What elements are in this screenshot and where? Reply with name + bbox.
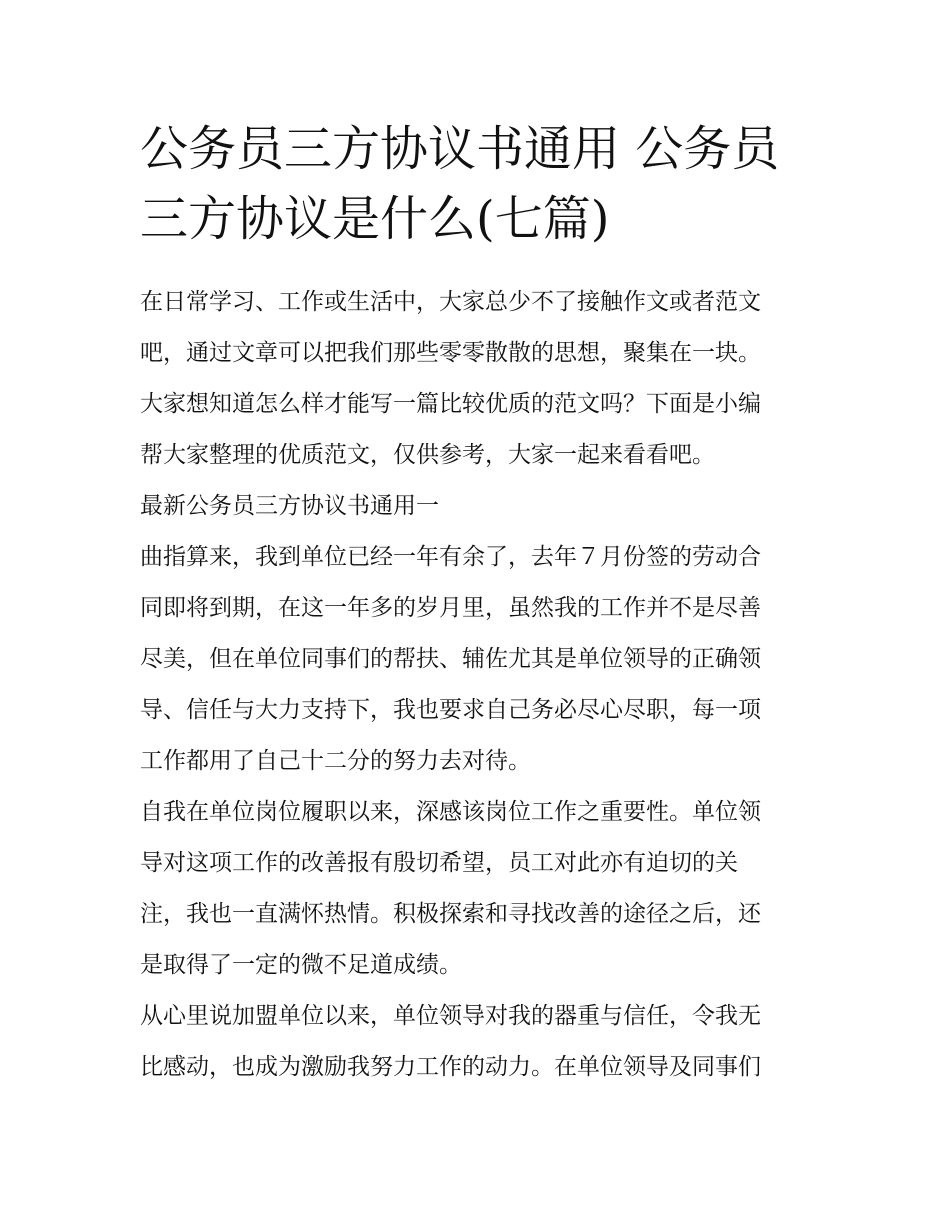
text-line: 是取得了一定的微不足道成绩。 — [140, 952, 462, 978]
text-line: 同即将到期，在这一年多的岁月里，虽然我的工作并不是尽善 — [140, 595, 761, 621]
text-line: 工作都用了自己十二分的努力去对待。 — [140, 748, 531, 774]
title-line: 三方协议是什么(七篇) — [140, 191, 610, 247]
text-line: 帮大家整理的优质范文，仅供参考，大家一起来看看吧。 — [140, 442, 715, 468]
text-line: 吧，通过文章可以把我们那些零零散散的思想，聚集在一块。 — [140, 340, 761, 366]
text-line: 自我在单位岗位履职以来，深感该岗位工作之重要性。单位领 — [140, 799, 761, 825]
text-line: 比感动，也成为激励我努力工作的动力。在单位领导及同事们 — [140, 1054, 761, 1080]
text-line: 曲指算来，我到单位已经一年有余了，去年７月份签的劳动合 — [140, 544, 761, 570]
title-line: 公务员三方协议书通用 公务员 — [140, 121, 780, 177]
text-line: 尽美，但在单位同事们的帮扶、辅佐尤其是单位领导的正确领 — [140, 646, 761, 672]
text-line: 导对这项工作的改善报有殷切希望，员工对此亦有迫切的关 — [140, 850, 738, 876]
document-title — [140, 114, 820, 254]
section-heading: 最新公务员三方协议书通用一 — [140, 493, 439, 519]
text-line: 注，我也一直满怀热情。积极探索和寻找改善的途径之后，还 — [140, 901, 761, 927]
intro-paragraph — [140, 277, 820, 1093]
text-line: 导、信任与大力支持下，我也要求自己务必尽心尽职，每一项 — [140, 697, 761, 723]
text-line: 从心里说加盟单位以来，单位领导对我的器重与信任，令我无 — [140, 1003, 761, 1029]
text-line: 大家想知道怎么样才能写一篇比较优质的范文吗？下面是小编 — [140, 391, 761, 417]
text-line: 在日常学习、工作或生活中，大家总少不了接触作文或者范文 — [140, 289, 761, 315]
